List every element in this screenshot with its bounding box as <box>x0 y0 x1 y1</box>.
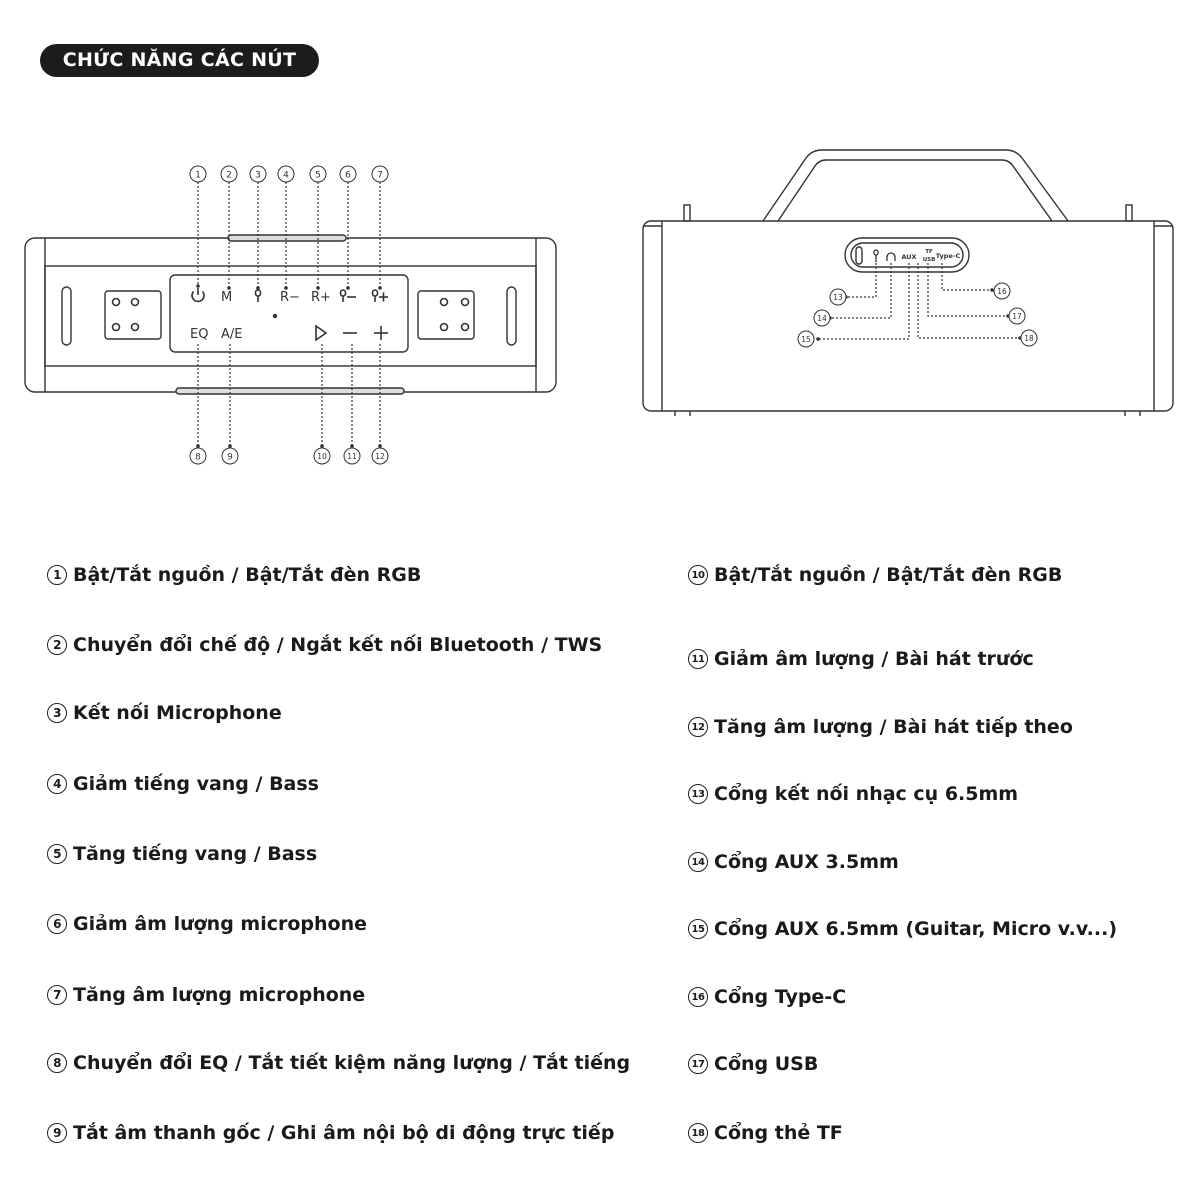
legend-num: 9 <box>47 1123 67 1143</box>
legend-num: 3 <box>47 703 67 723</box>
front-inner-band <box>45 266 536 366</box>
instrument-port-icon <box>874 250 878 262</box>
microphone-icon <box>256 290 261 302</box>
legend-num: 2 <box>47 635 67 655</box>
legend-text: Bật/Tắt nguồn / Bật/Tắt đèn RGB <box>714 564 1063 586</box>
plus-icon <box>374 326 388 340</box>
callout-18: 18 <box>1024 334 1034 343</box>
legend-num: 6 <box>47 914 67 934</box>
type-c-label: Type-C <box>935 252 961 260</box>
callout-12: 12 <box>375 452 385 461</box>
right-slot <box>507 287 516 345</box>
legend-text: Cổng thẻ TF <box>714 1122 843 1144</box>
legend-text: Tăng âm lượng microphone <box>73 984 366 1006</box>
control-text-labels <box>190 290 331 342</box>
legend-text: Bật/Tắt nguồn / Bật/Tắt đèn RGB <box>73 564 422 586</box>
legend-text: Kết nối Microphone <box>73 702 282 724</box>
legend-num: 5 <box>47 844 67 864</box>
legend-text: Tắt âm thanh gốc / Ghi âm nội bộ di động trực tiếp <box>73 1122 615 1144</box>
callout-14: 14 <box>817 314 827 323</box>
legend-num: 12 <box>688 717 708 737</box>
front-view <box>25 235 556 394</box>
legend-text: Cổng kết nối nhạc cụ 6.5mm <box>714 783 1019 805</box>
legend-item-1 <box>47 564 421 586</box>
legend-text: Tăng âm lượng / Bài hát tiếp theo <box>714 716 1073 738</box>
legend-item-12 <box>688 716 1073 738</box>
legend-num: 15 <box>688 919 708 939</box>
left-slot <box>62 287 71 345</box>
callout-2: 2 <box>226 170 232 181</box>
legend-item-9 <box>47 1122 614 1144</box>
top-groove <box>228 235 346 241</box>
side-view <box>643 150 1173 416</box>
ae-button-label: A/E <box>221 327 243 342</box>
legend-num: 17 <box>688 1054 708 1074</box>
front-callout-numbers <box>195 171 385 463</box>
callout-5: 5 <box>315 170 321 181</box>
callout-13: 13 <box>833 293 843 302</box>
play-icon <box>316 326 326 340</box>
legend-item-11 <box>688 648 1034 670</box>
legend-item-2 <box>47 634 602 656</box>
callout-10: 10 <box>317 452 327 461</box>
legend-item-8 <box>47 1052 630 1074</box>
legend-text: Tăng tiếng vang / Bass <box>73 843 318 865</box>
legend-text: Cổng AUX 3.5mm <box>714 851 899 873</box>
legend-item-18 <box>688 1122 843 1144</box>
callout-1: 1 <box>195 170 201 181</box>
legend-num: 13 <box>688 784 708 804</box>
legend-item-10 <box>688 564 1062 586</box>
side-body <box>643 221 1173 411</box>
legend-num: 11 <box>688 649 708 669</box>
reverb-plus-label: R+ <box>311 290 331 305</box>
legend-text: Cổng AUX 6.5mm (Guitar, Micro v.v...) <box>714 918 1117 940</box>
legend-text: Cổng Type-C <box>714 986 847 1008</box>
legend-item-15 <box>688 918 1117 940</box>
legend-text: Cổng USB <box>714 1053 819 1075</box>
callout-17: 17 <box>1012 312 1022 321</box>
legend-num: 7 <box>47 985 67 1005</box>
side-leader-dots <box>816 288 1022 341</box>
legend-text: Chuyển đổi EQ / Tắt tiết kiệm năng lượng / Tắt tiếng <box>73 1052 631 1074</box>
callout-4: 4 <box>283 170 289 181</box>
port-labels <box>901 249 960 263</box>
speaker-diagram <box>0 0 1200 500</box>
mode-button-label: M <box>221 290 233 305</box>
callout-11: 11 <box>347 452 357 461</box>
legend-item-17 <box>688 1053 818 1075</box>
legend-num: 1 <box>47 565 67 585</box>
callout-15: 15 <box>801 335 811 344</box>
legend-num: 4 <box>47 774 67 794</box>
reverb-minus-label: R− <box>280 290 300 305</box>
legend-text: Chuyển đổi chế độ / Ngắt kết nối Bluetooth / TWS <box>73 634 603 656</box>
callout-16: 16 <box>997 287 1007 296</box>
side-leaders <box>818 263 1020 339</box>
legend-num: 18 <box>688 1123 708 1143</box>
eq-button-label: EQ <box>190 327 209 342</box>
mic-plus-icon <box>373 290 389 302</box>
callout-8: 8 <box>195 452 201 463</box>
legend-text: Giảm tiếng vang / Bass <box>73 773 319 795</box>
legend-item-6 <box>47 913 367 935</box>
legend-text: Giảm âm lượng / Bài hát trước <box>714 648 1034 670</box>
headphone-icon <box>887 253 895 261</box>
legend-item-5 <box>47 843 317 865</box>
legend-item-3 <box>47 702 282 724</box>
usb-label: USB <box>922 257 936 263</box>
tf-label: TF <box>925 249 933 255</box>
legend-num: 14 <box>688 852 708 872</box>
legend-item-13 <box>688 783 1018 805</box>
power-icon <box>192 288 204 301</box>
legend-num: 16 <box>688 987 708 1007</box>
section-title: CHỨC NĂNG CÁC NÚT <box>40 44 319 77</box>
legend-item-4 <box>47 773 319 795</box>
legend-num: 10 <box>688 565 708 585</box>
port-icons <box>874 250 895 262</box>
legend-num: 8 <box>47 1053 67 1073</box>
aux-label: AUX <box>901 253 917 261</box>
callout-6: 6 <box>345 170 351 181</box>
legend-item-14 <box>688 851 899 873</box>
callout-3: 3 <box>255 170 261 181</box>
front-callouts <box>190 166 388 464</box>
mic-minus-icon <box>341 290 357 302</box>
legend-item-7 <box>47 984 365 1006</box>
legend-item-16 <box>688 986 846 1008</box>
callout-7: 7 <box>377 170 383 181</box>
callout-9: 9 <box>227 452 233 463</box>
legend-text: Giảm âm lượng microphone <box>73 913 367 935</box>
bottom-groove <box>176 388 404 394</box>
front-leaders <box>198 182 380 446</box>
